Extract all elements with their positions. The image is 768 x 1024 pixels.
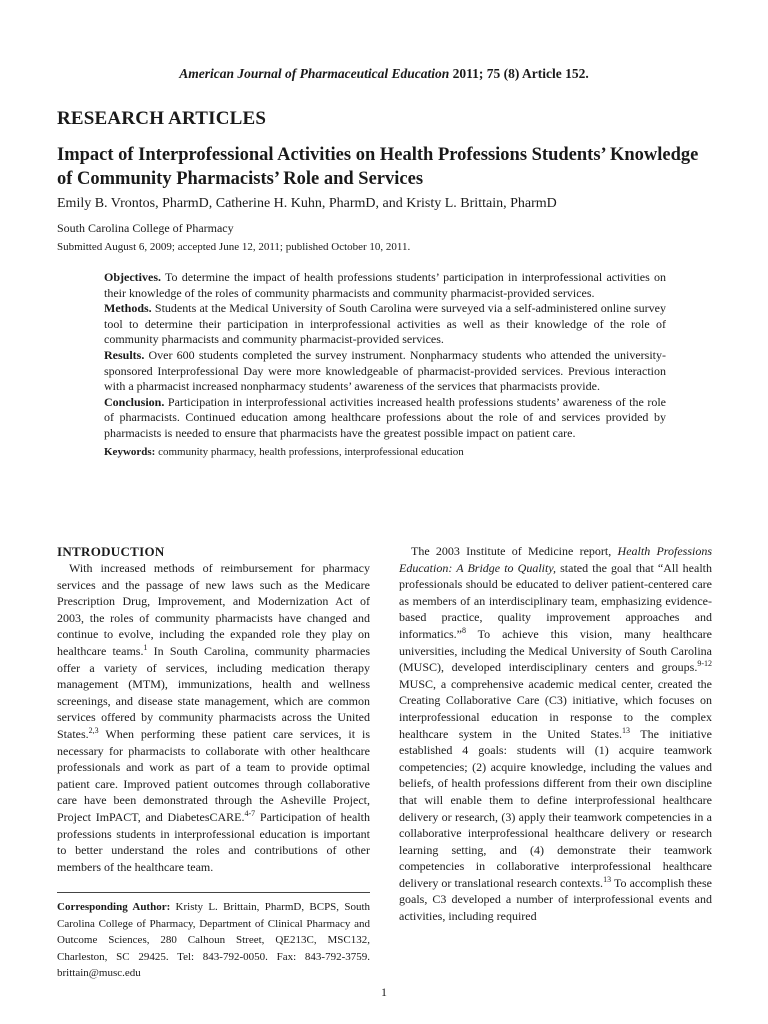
corresponding-author-text: Kristy L. Brittain, PharmD, BCPS, South Carolina College of Pharmacy, Department of Clinical Pharmacy and Outcome Sciences, 280 Calhoun Street, QE213C, MSC132, Charleston, SC 29425. Tel: 843-792-0050. Fax: 843-792-3759. brittain@musc.edu (57, 901, 370, 979)
objectives-label: Objectives. (104, 270, 161, 284)
intro-p1-text-b: In South Carolina, community pharmacies offer a variety of services, including medication therapy management (MTM), immunizations, health and wellness screenings, and disease state management, which are common services offered by community pharmacists across the United States. (57, 643, 370, 741)
abstract-objectives (104, 270, 666, 301)
methods-text: Students at the Medical University of South Carolina were surveyed via a self-administered online survey tool to determine their participation in interprofessional activities as well as their knowledge of the role of community pharmacists and community pharmacist-provided services. (104, 301, 666, 347)
intro-p2-text-e: The initiative established 4 goals: students will (1) acquire teamwork competencies; (2) acquire knowledge, including the values and beliefs, of health professions different from their own discipline that will enable them to define interprofessional healthcare delivery or research, (3) apply their teamwork competencies in a collaborative interprofessional healthcare delivery or research learning setting, and (4) demonstrate their teamwork competencies in collaborative interprofessional healthcare delivery or translational research contexts. (399, 726, 712, 890)
citation-ref: 4-7 (244, 808, 256, 818)
page-number: 1 (381, 985, 387, 999)
left-column (57, 543, 370, 875)
intro-p2-text-b: stated the goal that “All health professionals should be educated to deliver patient-centered care as members of an interdisciplinary team, emphasizing evidence-based practice, quality improvement approaches and informatics.” (399, 560, 712, 641)
abstract-conclusion (104, 395, 666, 442)
right-column (399, 543, 712, 925)
keywords-label: Keywords: (104, 445, 156, 458)
intro-p2-text-a: The 2003 Institute of Medicine report, (411, 544, 618, 558)
citation-ref: 13 (622, 725, 631, 735)
intro-p1-text-a: With increased methods of reimbursement for pharmacy services and the passage of new laws such as the Medicare Prescription Drug, Improvement, and Modernization Act of 2003, the roles of community pharmacists have changed and continue to evolve, including the expanded role they play on healthcare teams. (57, 561, 370, 658)
citation-ref: 2,3 (88, 725, 99, 735)
publication-dates: Submitted August 6, 2009; accepted June 12, 2011; published October 10, 2011. (57, 241, 411, 253)
citation-ref: 9-12 (697, 659, 712, 669)
objectives-text: To determine the impact of health professions students’ participation in interprofessional activities on their knowledge of the roles of community pharmacists and community pharmacist-provided services. (104, 270, 666, 300)
abstract-keywords (104, 445, 666, 461)
abstract-methods (104, 301, 666, 348)
abstract-results (104, 348, 666, 395)
journal-name: American Journal of Pharmaceutical Education (179, 66, 450, 81)
authors: Emily B. Vrontos, PharmD, Catherine H. Kuhn, PharmD, and Kristy L. Brittain, PharmD (57, 196, 557, 211)
intro-p2-text-f: To accomplish these goals, C3 developed a number of interprofessional events and activities, including required (399, 875, 712, 924)
section-title: RESEARCH ARTICLES (57, 108, 267, 129)
citation-ref: 1 (143, 642, 148, 652)
intro-p2-text-d: MUSC, a comprehensive academic medical center, created the Creating Collaborative Care (C3) initiative, which focuses on interprofessional education in response to the complex healthcare system in the United States. (399, 676, 712, 741)
conclusion-text: Participation in interprofessional activities increased health professions students’ awareness of the role of pharmacists. Continued education among healthcare professions about the role of and services provided by pharmacists is needed to ensure that pharmacists have the greatest possible impact on patient care. (104, 394, 666, 440)
abstract (104, 270, 666, 460)
citation-ref: 13 (603, 874, 612, 884)
intro-paragraph-2 (399, 543, 712, 925)
methods-label: Methods. (104, 301, 152, 316)
corresponding-author-footnote (57, 899, 370, 982)
article-title: Impact of Interprofessional Activities on Health Professions Students’ Knowledge of Community Pharmacists’ Role and Services (57, 145, 699, 189)
journal-header (0, 66, 768, 82)
intro-p1-text-c: When performing these patient care services, it is necessary for pharmacists to collaborate with other healthcare professionals and work as part of a team to provide optimal patient care. Improved patient outcomes through collaborative care have been demonstrated through the Asheville Project, Project ImPACT, and DiabetesCARE. (57, 726, 370, 824)
results-label: Results. (104, 347, 145, 362)
footnote-divider (57, 892, 370, 893)
keywords-text: community pharmacy, health professions, interprofessional education (158, 445, 464, 458)
affiliation: South Carolina College of Pharmacy (57, 221, 234, 235)
results-text: Over 600 students completed the survey instrument. Nonpharmacy students who attended the university-sponsored Interprofessional Day were more knowledgeable of pharmacist-provided services. Previous interaction with a pharmacist increased nonpharmacy students’ awareness of the services that pharmacists provide. (104, 347, 667, 394)
conclusion-label: Conclusion. (104, 394, 165, 409)
intro-paragraph-1 (57, 560, 370, 875)
citation-ref: 8 (461, 625, 466, 635)
intro-p2-text-c: To achieve this vision, many healthcare universities, including the Medical University of South Carolina (MUSC), developed interdisciplinary centers and groups. (399, 626, 712, 675)
intro-p1-text-d: Participation of health professions students in interprofessional education is important to better understand the roles and contributions of other members of the healthcare team. (57, 809, 370, 874)
corresponding-author-label: Corresponding Author: (57, 901, 171, 913)
report-title: Health Professions Education: A Bridge to Quality, (399, 544, 713, 575)
introduction-heading: INTRODUCTION (57, 544, 165, 559)
journal-citation: 2011; 75 (8) Article 152. (452, 66, 589, 81)
